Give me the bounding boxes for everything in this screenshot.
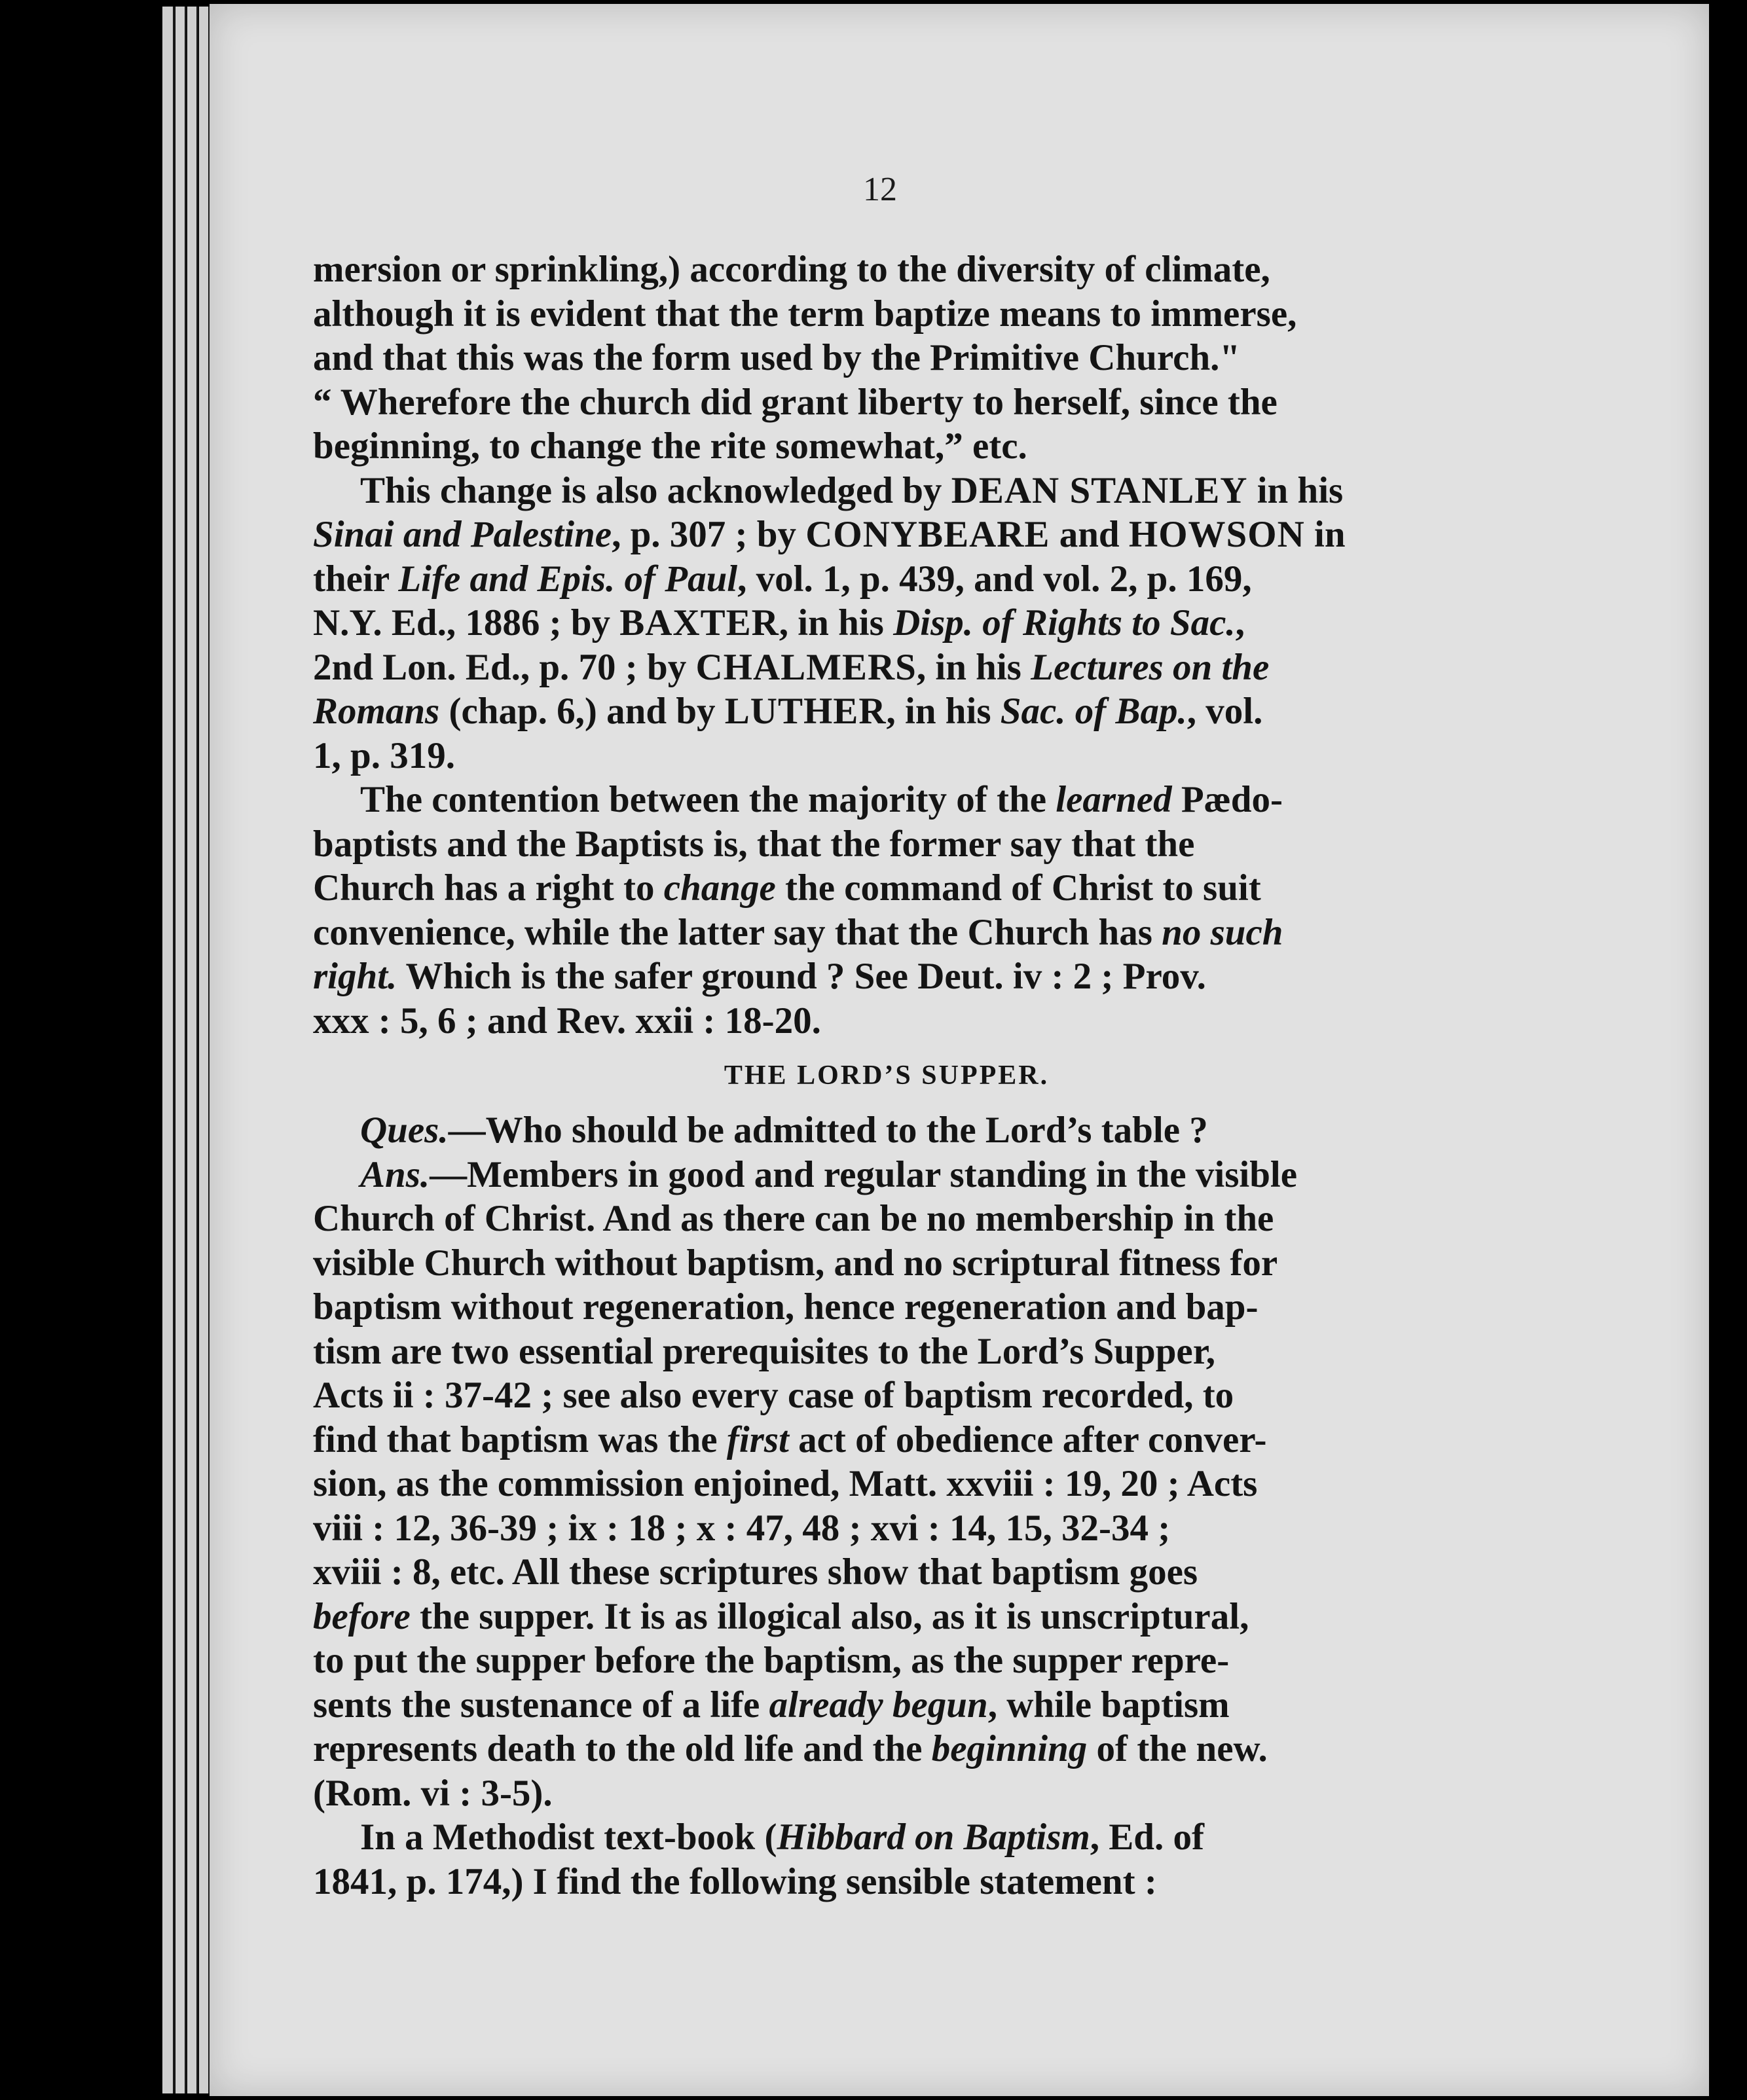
text-run: , bbox=[1235, 602, 1245, 643]
text-line bbox=[313, 1727, 1460, 1771]
text-line bbox=[313, 1241, 1460, 1286]
text-run: , in his bbox=[779, 602, 894, 643]
book-title: Hibbard on Baptism bbox=[777, 1817, 1090, 1858]
text-line bbox=[313, 424, 1460, 469]
text-run: 1, p. 319. bbox=[313, 734, 455, 776]
text-line bbox=[313, 1860, 1460, 1904]
text-run: and that this was the form used by the Primitive Church." bbox=[313, 337, 1241, 378]
text-run: N.Y. Ed., 1886 ; by bbox=[313, 602, 620, 643]
text-line bbox=[313, 513, 1460, 557]
text-line bbox=[313, 1108, 1460, 1153]
text-run: Church of Christ. And as there can be no membership in the bbox=[313, 1198, 1274, 1239]
text-line bbox=[313, 557, 1460, 602]
text-run: 1841, p. 174,) I find the following sensible statement : bbox=[313, 1860, 1157, 1902]
text-line bbox=[313, 1683, 1460, 1728]
emphasis: right. bbox=[313, 956, 397, 997]
text-line bbox=[313, 954, 1460, 999]
text-run: (chap. 6,) and by bbox=[439, 691, 725, 732]
text-line bbox=[313, 1153, 1460, 1197]
text-line bbox=[313, 292, 1460, 336]
text-line bbox=[313, 1373, 1460, 1418]
text-line bbox=[313, 247, 1460, 292]
section-heading bbox=[313, 1043, 1460, 1108]
emphasis: no such bbox=[1162, 911, 1283, 953]
text-run: sion, as the commission enjoined, Matt. xxviii : 19, 20 ; Acts bbox=[313, 1463, 1258, 1504]
author-name: BAXTER bbox=[619, 602, 779, 643]
text-run: although it is evident that the term baptize means to immerse, bbox=[313, 293, 1297, 335]
text-run: 2nd Lon. Ed., p. 70 ; by bbox=[313, 646, 696, 688]
text-line bbox=[313, 1285, 1460, 1330]
text-line bbox=[313, 822, 1460, 867]
text-run: mersion or sprinkling,) according to the diversity of climate, bbox=[313, 249, 1270, 290]
text-run: xviii : 8, etc. All these scriptures show that baptism goes bbox=[313, 1551, 1198, 1593]
text-run: , in his bbox=[886, 691, 1001, 732]
text-run: act of obedience after conver- bbox=[788, 1419, 1267, 1460]
text-run: visible Church without baptism, and no scriptural fitness for bbox=[313, 1242, 1278, 1284]
text-run: the supper. It is as illogical also, as it is unscriptural, bbox=[410, 1595, 1249, 1637]
text-line bbox=[313, 778, 1460, 822]
text-run: sents the sustenance of a life bbox=[313, 1684, 769, 1726]
text-line bbox=[313, 689, 1460, 734]
answer-label: Ans. bbox=[360, 1153, 430, 1195]
author-name: CONYBEARE bbox=[805, 514, 1050, 555]
author-name: LUTHER bbox=[724, 691, 887, 732]
text-run: in his bbox=[1247, 469, 1344, 511]
text-run: baptism without regeneration, hence regeneration and bap- bbox=[313, 1286, 1259, 1328]
text-run: (Rom. vi : 3-5). bbox=[313, 1772, 553, 1814]
text-run: Which is the safer ground ? See Deut. iv : 2 ; Prov. bbox=[397, 956, 1206, 997]
text-run: In a Methodist text-book ( bbox=[360, 1817, 777, 1858]
text-line bbox=[313, 1418, 1460, 1462]
text-line bbox=[313, 1771, 1460, 1816]
emphasis: beginning bbox=[931, 1728, 1088, 1769]
text-run: , while baptism bbox=[987, 1684, 1230, 1726]
text-run: —Who should be admitted to the Lord’s table ? bbox=[448, 1110, 1208, 1151]
text-run: , in his bbox=[916, 646, 1031, 688]
book-title: Sinai and Palestine bbox=[313, 514, 612, 555]
text-line bbox=[313, 1330, 1460, 1374]
text-run: , Ed. of bbox=[1090, 1817, 1204, 1858]
text-line bbox=[313, 1638, 1460, 1683]
heading-text: THE LORD’S SUPPER. bbox=[724, 1060, 1050, 1091]
text-run: —Members in good and regular standing in the visible bbox=[430, 1153, 1298, 1195]
text-run: in bbox=[1304, 514, 1346, 555]
text-line bbox=[313, 1550, 1460, 1595]
text-run: xxx : 5, 6 ; and Rev. xxii : 18-20. bbox=[313, 1000, 821, 1041]
text-run: beginning, to change the rite somewhat,” etc. bbox=[313, 425, 1027, 467]
text-run: of the new. bbox=[1087, 1728, 1268, 1769]
text-line bbox=[313, 601, 1460, 645]
text-line bbox=[313, 1506, 1460, 1551]
body-text bbox=[313, 247, 1460, 1904]
text-run: , vol. bbox=[1186, 691, 1263, 732]
text-run: convenience, while the latter say that the Church has bbox=[313, 911, 1162, 953]
text-run: viii : 12, 36-39 ; ix : 18 ; x : 47, 48 ; xvi : 14, 15, 32-34 ; bbox=[313, 1507, 1171, 1549]
book-title: Disp. of Rights to Sac. bbox=[893, 602, 1236, 643]
text-run: The contention between the majority of the bbox=[360, 779, 1056, 820]
text-line bbox=[313, 336, 1460, 380]
text-line bbox=[313, 1197, 1460, 1241]
emphasis: already begun bbox=[769, 1684, 988, 1726]
page-edge-1 bbox=[162, 7, 175, 2093]
text-line bbox=[313, 866, 1460, 911]
question-label: Ques. bbox=[360, 1110, 449, 1151]
text-run: , p. 307 ; by bbox=[612, 514, 806, 555]
emphasis: before bbox=[313, 1595, 411, 1637]
page-number: 12 bbox=[863, 171, 897, 208]
text-run: “ Wherefore the church did grant liberty to herself, since the bbox=[313, 381, 1278, 423]
author-name: HOWSON bbox=[1128, 514, 1305, 555]
text-run: to put the supper before the baptism, as the supper repre- bbox=[313, 1640, 1230, 1681]
emphasis: change bbox=[663, 867, 776, 909]
text-run: tism are two essential prerequisites to the Lord’s Supper, bbox=[313, 1330, 1216, 1372]
book-title: Sac. of Bap. bbox=[1000, 691, 1187, 732]
text-run: Pædo- bbox=[1171, 779, 1283, 820]
text-line bbox=[313, 999, 1460, 1043]
text-line bbox=[313, 911, 1460, 955]
text-run: and bbox=[1050, 514, 1129, 555]
book-title: Life and Epis. of Paul bbox=[398, 558, 738, 600]
text-run: Acts ii : 37-42 ; see also every case of baptism recorded, to bbox=[313, 1375, 1234, 1416]
text-line bbox=[313, 1462, 1460, 1506]
text-line bbox=[313, 1595, 1460, 1639]
page-edge-4 bbox=[199, 7, 210, 2093]
text-run: baptists and the Baptists is, that the former say that the bbox=[313, 823, 1195, 865]
text-run: Church has a right to bbox=[313, 867, 664, 909]
author-name: DEAN STANLEY bbox=[951, 469, 1248, 511]
page-edge-2 bbox=[175, 7, 187, 2093]
emphasis: learned bbox=[1056, 779, 1172, 820]
text-run: the command of Christ to suit bbox=[775, 867, 1261, 909]
text-run: find that baptism was the bbox=[313, 1419, 727, 1460]
text-line bbox=[313, 469, 1460, 513]
book-title: Lectures on the bbox=[1031, 646, 1270, 688]
text-line bbox=[313, 1815, 1460, 1860]
text-line bbox=[313, 380, 1460, 425]
page-edge-3 bbox=[187, 7, 198, 2093]
text-run: This change is also acknowledged by bbox=[360, 469, 951, 511]
text-run: represents death to the old life and the bbox=[313, 1728, 932, 1769]
text-line bbox=[313, 645, 1460, 690]
text-run: their bbox=[313, 558, 399, 600]
text-run: , vol. 1, p. 439, and vol. 2, p. 169, bbox=[737, 558, 1252, 600]
author-name: CHALMERS bbox=[695, 646, 917, 688]
book-title: Romans bbox=[313, 691, 440, 732]
text-line bbox=[313, 734, 1460, 778]
emphasis: first bbox=[726, 1419, 789, 1460]
